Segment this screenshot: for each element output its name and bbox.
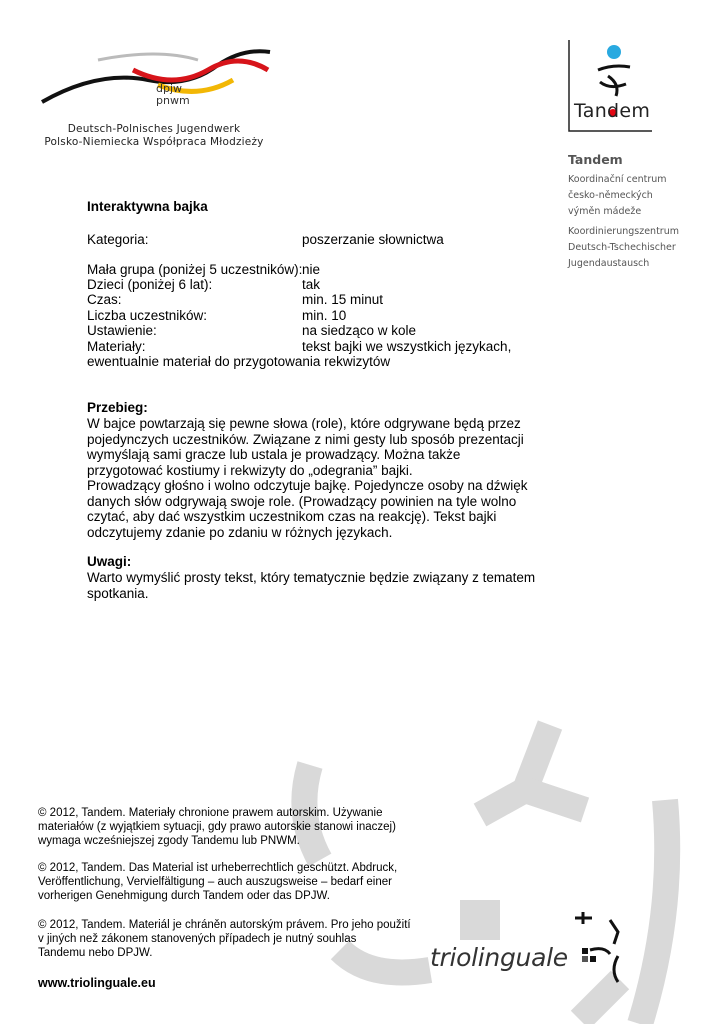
copyright-line: Veröffentlichung, Vervielfältigung – auch auszugsweise – bedarf einer bbox=[38, 876, 392, 888]
sidebar-line: výměn mádeže bbox=[568, 206, 642, 217]
uwagi-paragraph bbox=[87, 570, 547, 601]
przebieg-paragraph bbox=[87, 416, 547, 540]
paragraph-line: Prowadzący głośno i wolno odczytuje bajkę. Pojedyncze osoby na dźwięk bbox=[87, 478, 528, 493]
copyright-de bbox=[38, 861, 438, 903]
category-label: Kategoria: bbox=[87, 232, 149, 247]
triolinguale-figure-icon bbox=[570, 910, 630, 985]
copyright-line: © 2012, Tandem. Materiál je chráněn autorským právem. Pro jeho použití bbox=[38, 919, 411, 931]
pnwm-abbr: pnwm bbox=[156, 94, 190, 107]
info-label: Mała grupa (poniżej 5 uczestników): bbox=[87, 262, 303, 277]
paragraph-line: wymyślają sami gracze lub ustala je prowadzący. Można także bbox=[87, 447, 461, 462]
info-value: tekst bajki we wszystkich językach, bbox=[302, 339, 512, 354]
info-label: Materiały: bbox=[87, 339, 146, 354]
sidebar-line: Koordinierungszentrum bbox=[568, 226, 679, 237]
copyright-line: © 2012, Tandem. Materiały chronione prawem autorskim. Używanie bbox=[38, 807, 383, 819]
sidebar-line: Koordinační centrum bbox=[568, 174, 667, 185]
copyright-line: © 2012, Tandem. Das Material ist urheberrechtlich geschützt. Abdruck, bbox=[38, 862, 398, 874]
copyright-line: wymaga wcześniejszej zgody Tandemu lub PNWM. bbox=[38, 835, 300, 847]
info-value: nie bbox=[302, 262, 321, 277]
triolinguale-logo-text: triolinguale bbox=[430, 943, 568, 972]
category-value: poszerzanie słownictwa bbox=[302, 232, 444, 247]
materials-continuation: ewentualnie materiał do przygotowania rekwizytów bbox=[87, 354, 391, 369]
dpjw-logo bbox=[38, 40, 273, 155]
paragraph-line: Warto wymyślić prosty tekst, który tematycznie będzie związany z tematem bbox=[87, 570, 536, 585]
sidebar-line: Deutsch-Tschechischer bbox=[568, 242, 676, 253]
dpjw-org-de: Deutsch-Polnisches Jugendwerk bbox=[67, 123, 241, 135]
info-label: Ustawienie: bbox=[87, 323, 157, 338]
paragraph-line: przygotować kostiumy i rekwizyty do „odegrania” bajki. bbox=[87, 462, 413, 478]
copyright-line: vorherigen Genehmigung durch Tandem oder das DPJW. bbox=[38, 890, 330, 902]
sidebar-line: Jugendaustausch bbox=[568, 258, 650, 269]
copyright-line: materiałów (z wyjątkiem sytuacji, gdy prawo autorskie stanowi inaczej) bbox=[38, 821, 396, 833]
info-label: Liczba uczestników: bbox=[87, 308, 208, 323]
tandem-logo-text: Tandem bbox=[574, 100, 651, 122]
tandem-logo bbox=[568, 40, 653, 132]
info-value: tak bbox=[302, 277, 321, 292]
przebieg-heading: Przebieg: bbox=[87, 400, 148, 415]
uwagi-heading: Uwagi: bbox=[87, 554, 132, 569]
website-link[interactable]: www.triolinguale.eu bbox=[38, 976, 156, 990]
info-value: na siedząco w kole bbox=[302, 323, 417, 338]
document-title: Interaktywna bajka bbox=[87, 199, 208, 214]
paragraph-line: spotkania. bbox=[87, 585, 149, 601]
dpjw-org-pl: Polsko-Niemiecka Współpraca Młodzieży bbox=[44, 136, 264, 148]
paragraph-line: odczytujemy zdanie po zdaniu w różnych językach. bbox=[87, 524, 393, 540]
paragraph-line: czytać, aby dać wszystkim uczestnikom czas na reakcję). Tekst bajki bbox=[87, 509, 497, 524]
sidebar-title: Tandem bbox=[568, 152, 623, 167]
dpjw-abbr: dpjw bbox=[156, 82, 183, 95]
copyright-cs bbox=[38, 918, 438, 960]
paragraph-line: W bajce powtarzają się pewne słowa (role), które odgrywane będą przez bbox=[87, 416, 521, 431]
info-label: Dzieci (poniżej 6 lat): bbox=[87, 277, 213, 292]
copyright-pl bbox=[38, 806, 438, 848]
paragraph-line: pojedynczych uczestników. Związane z nimi gesty lub sposób prezentacji bbox=[87, 431, 524, 447]
info-label: Czas: bbox=[87, 292, 122, 307]
triolinguale-logo bbox=[430, 905, 630, 985]
info-value: min. 15 minut bbox=[302, 292, 384, 307]
copyright-line: v jiných než zákonem stanovených případech je nutný souhlas bbox=[38, 933, 357, 945]
sidebar-line: česko-německých bbox=[568, 190, 653, 201]
paragraph-line: danych słów odgrywają swoje role. (Prowadzący powinien na tyle wolno bbox=[87, 493, 517, 509]
copyright-line: Tandemu nebo DPJW. bbox=[38, 947, 153, 959]
info-value: min. 10 bbox=[302, 308, 347, 323]
